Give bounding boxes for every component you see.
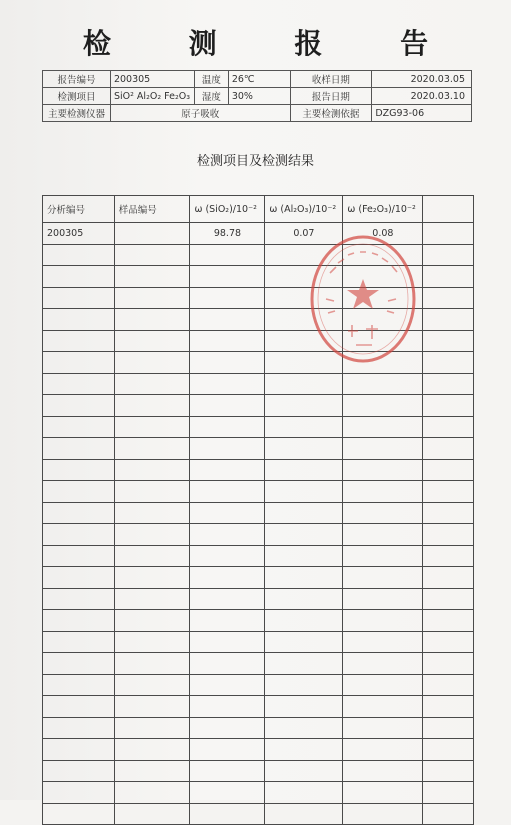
results-cell [43, 309, 115, 331]
test-items-value: SiO² Al₂O₂ Fe₂O₃ [110, 88, 194, 105]
results-cell [190, 803, 265, 825]
report-date-value: 2020.03.10 [372, 88, 472, 105]
results-cell [423, 610, 474, 632]
results-cell [343, 524, 423, 546]
results-cell [190, 373, 265, 395]
results-cell [114, 352, 190, 374]
results-cell [43, 610, 115, 632]
results-cell [43, 588, 115, 610]
results-cell [343, 739, 423, 761]
results-cell [343, 567, 423, 589]
results-cell [190, 330, 265, 352]
results-cell [423, 567, 474, 589]
results-cell [114, 610, 190, 632]
report-number-value: 200305 [110, 71, 194, 88]
results-cell [190, 760, 265, 782]
test-items-label: 检测项目 [43, 88, 111, 105]
results-cell [265, 760, 343, 782]
results-empty-row [43, 696, 474, 718]
results-cell [265, 524, 343, 546]
results-cell [423, 223, 474, 245]
results-header-cell: 样品编号 [114, 196, 190, 223]
results-cell [423, 395, 474, 417]
results-cell [423, 696, 474, 718]
results-subtitle: 检测项目及检测结果 [196, 154, 314, 169]
results-cell [190, 459, 265, 481]
results-cell [423, 717, 474, 739]
results-cell [114, 244, 190, 266]
results-cell [423, 545, 474, 567]
results-cell [423, 309, 474, 331]
results-cell [190, 588, 265, 610]
results-header-cell: 分析编号 [43, 196, 115, 223]
results-cell [265, 588, 343, 610]
results-header-cell [423, 196, 474, 223]
results-cell [343, 287, 423, 309]
results-cell [423, 244, 474, 266]
results-cell [343, 696, 423, 718]
results-empty-row [43, 739, 474, 761]
results-cell [343, 266, 423, 288]
results-cell [265, 545, 343, 567]
results-cell [43, 373, 115, 395]
results-cell [265, 395, 343, 417]
results-cell [114, 739, 190, 761]
results-cell [423, 803, 474, 825]
results-empty-row [43, 803, 474, 825]
info-row [43, 88, 472, 105]
results-cell [265, 567, 343, 589]
results-empty-row [43, 352, 474, 374]
results-cell [423, 373, 474, 395]
standard-value: DZG93-06 [372, 105, 472, 122]
results-cell [190, 438, 265, 460]
results-cell [114, 395, 190, 417]
results-empty-row [43, 653, 474, 675]
results-cell [190, 287, 265, 309]
results-cell [114, 545, 190, 567]
results-cell [343, 588, 423, 610]
results-cell [114, 309, 190, 331]
results-cell [265, 696, 343, 718]
results-cell [265, 459, 343, 481]
results-empty-row [43, 438, 474, 460]
report-title: 检 测 报 告 [82, 27, 463, 60]
results-cell [114, 653, 190, 675]
results-cell: 0.08 [343, 223, 423, 245]
results-cell [114, 416, 190, 438]
results-cell [190, 653, 265, 675]
results-cell [43, 567, 115, 589]
results-cell [423, 481, 474, 503]
results-cell [190, 631, 265, 653]
results-cell [190, 610, 265, 632]
results-cell [423, 352, 474, 374]
results-cell [343, 459, 423, 481]
results-cell [265, 631, 343, 653]
results-cell [423, 674, 474, 696]
results-cell [114, 481, 190, 503]
results-cell: 200305 [43, 223, 115, 245]
results-header-cell: ω (SiO₂)/10⁻² [190, 196, 265, 223]
results-cell [190, 717, 265, 739]
results-cell [423, 459, 474, 481]
results-header-cell: ω (Al₂O₃)/10⁻² [265, 196, 343, 223]
results-empty-row [43, 760, 474, 782]
results-row [43, 223, 474, 245]
results-cell [190, 352, 265, 374]
results-cell [423, 266, 474, 288]
results-cell [190, 395, 265, 417]
results-cell [190, 416, 265, 438]
results-empty-row [43, 395, 474, 417]
results-cell [190, 545, 265, 567]
results-cell [43, 438, 115, 460]
results-cell [190, 481, 265, 503]
results-cell [265, 502, 343, 524]
humidity-label: 湿度 [194, 88, 228, 105]
results-cell [343, 352, 423, 374]
received-date-label: 收样日期 [290, 71, 372, 88]
results-cell [423, 438, 474, 460]
results-empty-row [43, 717, 474, 739]
results-cell [114, 330, 190, 352]
results-cell [43, 244, 115, 266]
results-cell [423, 524, 474, 546]
results-cell [423, 631, 474, 653]
results-table [42, 195, 474, 825]
results-cell [423, 653, 474, 675]
results-cell [343, 330, 423, 352]
results-empty-row [43, 610, 474, 632]
results-empty-row [43, 330, 474, 352]
results-cell [43, 330, 115, 352]
results-empty-row [43, 545, 474, 567]
received-date-value: 2020.03.05 [372, 71, 472, 88]
results-cell [43, 459, 115, 481]
results-empty-row [43, 309, 474, 331]
results-cell [265, 739, 343, 761]
results-empty-row [43, 266, 474, 288]
results-cell [43, 631, 115, 653]
results-cell [190, 524, 265, 546]
results-cell [43, 674, 115, 696]
instrument-label: 主要检测仪器 [43, 105, 111, 122]
results-cell [343, 631, 423, 653]
results-cell [114, 674, 190, 696]
results-cell [114, 373, 190, 395]
report-number-label: 报告编号 [43, 71, 111, 88]
results-cell [43, 545, 115, 567]
results-cell [114, 803, 190, 825]
results-cell [343, 760, 423, 782]
results-empty-row [43, 481, 474, 503]
results-cell [190, 696, 265, 718]
results-cell [423, 588, 474, 610]
results-cell [190, 266, 265, 288]
results-cell [265, 438, 343, 460]
results-cell [43, 395, 115, 417]
results-cell [265, 244, 343, 266]
results-cell [343, 803, 423, 825]
results-cell [265, 330, 343, 352]
results-empty-row [43, 459, 474, 481]
results-cell [43, 653, 115, 675]
results-cell [43, 502, 115, 524]
results-cell [190, 502, 265, 524]
results-cell [265, 610, 343, 632]
results-cell [343, 395, 423, 417]
results-cell [423, 739, 474, 761]
results-cell: 98.78 [190, 223, 265, 245]
results-cell [423, 502, 474, 524]
results-cell [343, 545, 423, 567]
results-cell [343, 717, 423, 739]
results-cell [190, 674, 265, 696]
results-empty-row [43, 244, 474, 266]
results-cell [190, 567, 265, 589]
results-cell [114, 760, 190, 782]
results-cell [114, 631, 190, 653]
results-cell: 0.07 [265, 223, 343, 245]
results-empty-row [43, 502, 474, 524]
results-cell [343, 674, 423, 696]
humidity-value: 30% [228, 88, 290, 105]
results-cell [114, 287, 190, 309]
results-cell [114, 696, 190, 718]
results-cell [265, 309, 343, 331]
results-cell [43, 416, 115, 438]
results-cell [265, 373, 343, 395]
results-cell [265, 674, 343, 696]
results-cell [43, 352, 115, 374]
results-cell [43, 739, 115, 761]
info-row [43, 105, 472, 122]
results-empty-row [43, 373, 474, 395]
results-empty-row [43, 674, 474, 696]
results-empty-row [43, 631, 474, 653]
results-header-cell: ω (Fe₂O₃)/10⁻² [343, 196, 423, 223]
results-empty-row [43, 567, 474, 589]
results-empty-row [43, 416, 474, 438]
results-cell [343, 244, 423, 266]
results-cell [43, 760, 115, 782]
results-cell [43, 717, 115, 739]
results-cell [114, 459, 190, 481]
results-cell [343, 438, 423, 460]
results-cell [190, 244, 265, 266]
results-cell [265, 717, 343, 739]
results-cell [265, 287, 343, 309]
results-cell [343, 373, 423, 395]
results-cell [265, 803, 343, 825]
results-cell [423, 330, 474, 352]
temperature-value: 26℃ [228, 71, 290, 88]
results-cell [343, 481, 423, 503]
results-cell [343, 653, 423, 675]
results-cell [114, 438, 190, 460]
results-cell [43, 524, 115, 546]
results-cell [114, 524, 190, 546]
results-cell [43, 481, 115, 503]
results-cell [423, 416, 474, 438]
results-cell [114, 502, 190, 524]
results-empty-row [43, 287, 474, 309]
instrument-value: 原子吸收 [110, 105, 290, 122]
results-cell [265, 653, 343, 675]
results-empty-row [43, 524, 474, 546]
results-cell [190, 309, 265, 331]
results-cell [190, 739, 265, 761]
results-cell [343, 610, 423, 632]
results-cell [423, 760, 474, 782]
report-date-label: 报告日期 [290, 88, 372, 105]
results-cell [423, 287, 474, 309]
results-cell [114, 223, 190, 245]
results-cell [43, 803, 115, 825]
results-header-row [43, 196, 474, 223]
results-cell [114, 588, 190, 610]
info-row [43, 71, 472, 88]
results-cell [343, 309, 423, 331]
results-cell [114, 567, 190, 589]
temperature-label: 温度 [194, 71, 228, 88]
results-empty-row [43, 588, 474, 610]
results-cell [265, 416, 343, 438]
results-cell [43, 696, 115, 718]
results-cell [114, 266, 190, 288]
results-cell [265, 352, 343, 374]
results-cell [114, 717, 190, 739]
results-cell [43, 287, 115, 309]
standard-label: 主要检测依据 [290, 105, 372, 122]
report-info-table [42, 70, 472, 122]
results-cell [343, 502, 423, 524]
results-cell [265, 266, 343, 288]
results-cell [43, 266, 115, 288]
results-cell [343, 416, 423, 438]
results-cell [265, 481, 343, 503]
